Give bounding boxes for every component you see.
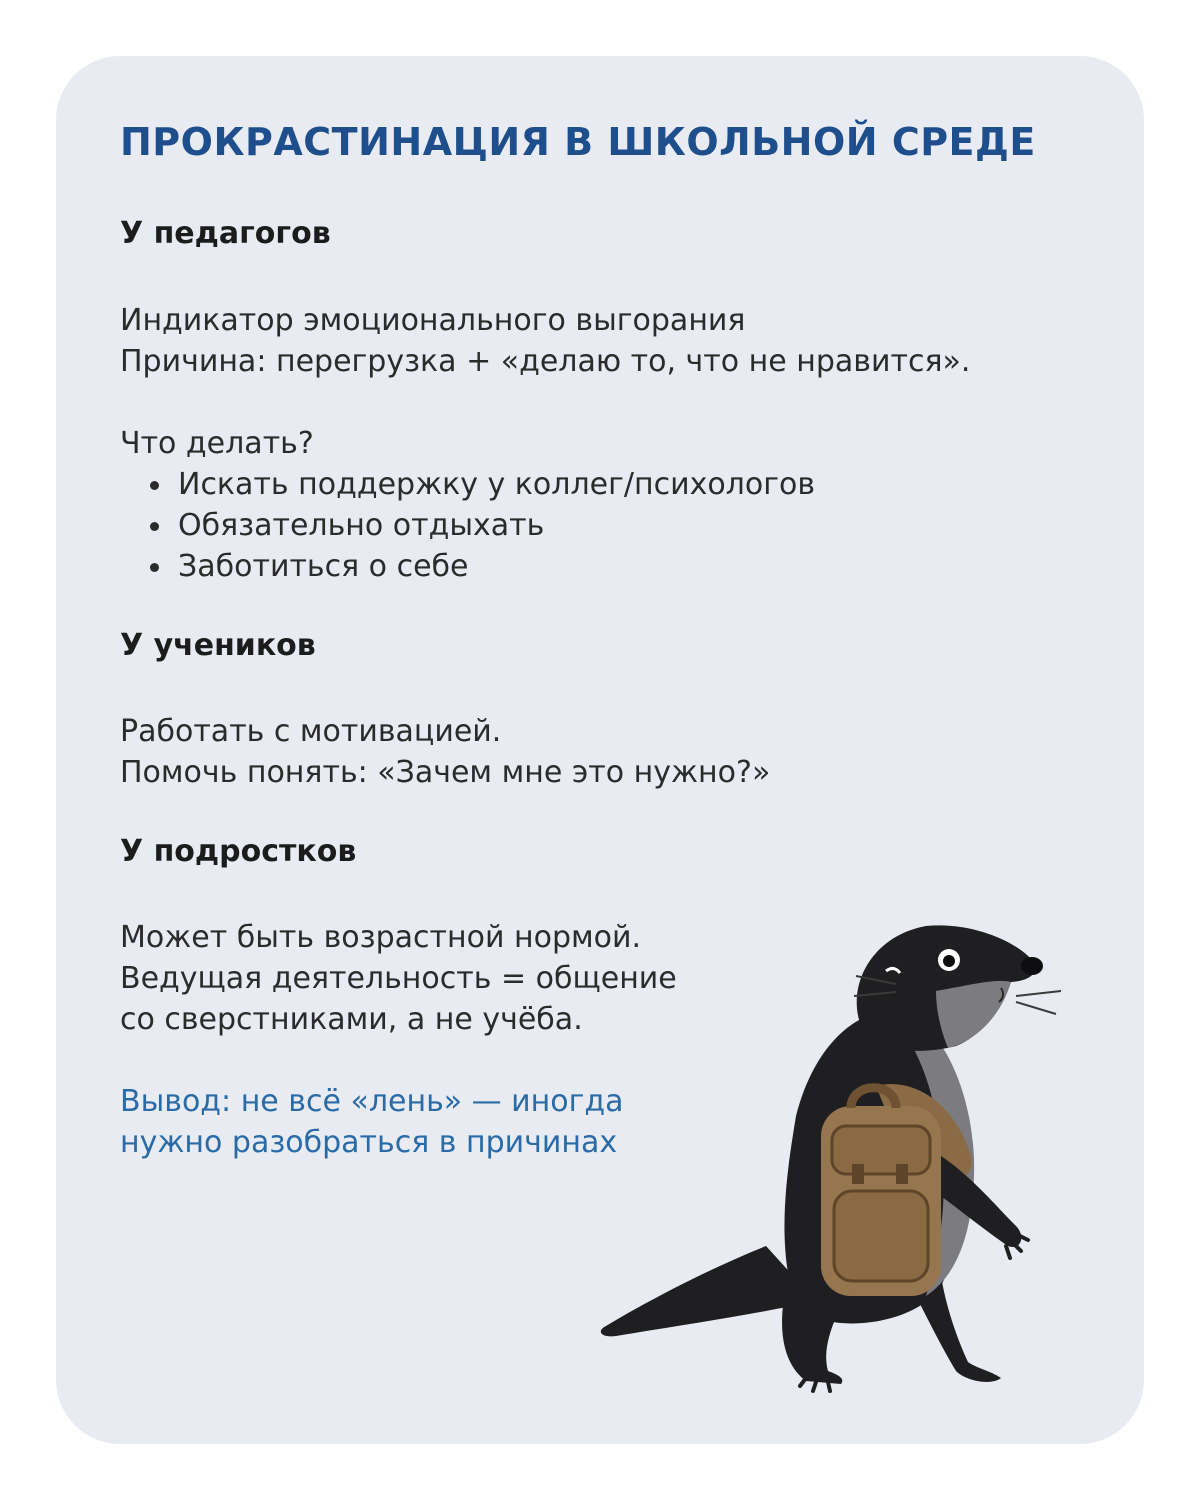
students-line: Помочь понять: «Зачем мне это нужно?» <box>120 755 771 790</box>
bullet-dot-icon <box>150 522 159 531</box>
list-item <box>148 505 815 546</box>
teens-line: со сверстниками, а не учёба. <box>120 1002 583 1037</box>
teens-line: Может быть возрастной нормой. <box>120 920 642 955</box>
teachers-text <box>120 300 970 382</box>
conclusion-text <box>120 1081 624 1163</box>
page-title: ПРОКРАСТИНАЦИЯ В ШКОЛЬНОЙ СРЕДЕ <box>120 120 1036 164</box>
students-text <box>120 711 770 793</box>
teachers-line: Индикатор эмоционального выгорания <box>120 303 746 338</box>
list-item-text: Заботиться о себе <box>178 549 469 584</box>
info-card <box>56 56 1144 1444</box>
teens-heading: У подростков <box>120 834 357 869</box>
list-item <box>148 464 815 505</box>
question-text: Что делать? <box>120 426 314 461</box>
teachers-line: Причина: перегрузка + «делаю то, что не нравится». <box>120 344 971 379</box>
list-item-text: Обязательно отдыхать <box>178 508 545 543</box>
students-line: Работать с мотивацией. <box>120 714 502 749</box>
teachers-heading: У педагогов <box>120 216 331 251</box>
conclusion-line: нужно разобраться в причинах <box>120 1125 618 1160</box>
students-heading: У учеников <box>120 628 316 663</box>
conclusion-line: Вывод: не всё «лень» — иногда <box>120 1084 624 1119</box>
bullet-dot-icon <box>150 481 159 490</box>
teens-line: Ведущая деятельность = общение <box>120 961 677 996</box>
teachers-bullet-list <box>148 464 815 587</box>
teachers-question <box>120 423 314 464</box>
teens-text <box>120 917 677 1040</box>
list-item-text: Искать поддержку у коллег/психологов <box>178 467 816 502</box>
list-item <box>148 546 815 587</box>
otter-with-backpack-icon <box>596 916 1066 1396</box>
bullet-dot-icon <box>150 563 159 572</box>
